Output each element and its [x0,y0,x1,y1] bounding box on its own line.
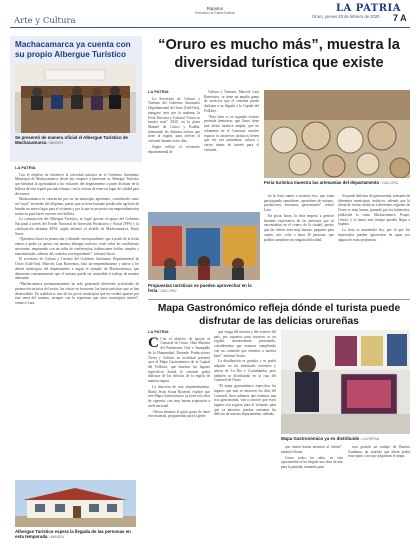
gastro-col3-paragraph: Como todos los años, en esta oportunidad se ha elegido una obra de arte para la portada, tomando para [281,455,343,469]
sidebar-paragraph: Con el objetivo de fortalecer la actividad turística en el Gobierno Autónomo Municipal de Machacamarca, desde hoy empezó a funcionar su Albergue Turístico que brindará la oportunidad a los visitantes del departamento a poder disfrutar de la belleza de esta región por más tiempo, con la certeza de tener un lugar de calidad para descansar. [15,172,139,196]
header-rule [10,27,410,28]
gastro-col1-paragraph: “Ahora tenemos el gusto gusto de tener este material, proponiendo para la gente [148,409,210,419]
main-col1-paragraph: La Secretaría de Cultura y Turismo del Gobierno Autónomo Departamental de Oruro (Gad-Oru), inauguró ayer por la mañana, la Feria Turística y Cultural “Oruro es mucho más” 2020, en la plaza Manuel de Castro y Padilla, intentando las distintas ofertas que tiene la región, para ofrecer al visitante durante estos días. [148,96,200,144]
gastro-col1-paragraph: C Con el objetivo de apoyar al Carnaval de Oruro, Obra Maestra del Patrimonio Oral e Intangible de la Humanidad, Rosendo Producciones Tierra y Cultura, en actividad presentó ayer el Mapa Gastronómico de la Capital del Folklore, que muestra los lugares específicos donde el visitante podrá disfrutar de las delicias de la región de manera segura. [148,334,210,384]
main-col-3 [264,194,334,294]
gastro-headline: Mapa Gastronómico refleja dónde el turista puede disfrutar de las delicias orureñas [157,303,401,327]
main-byline: LA PATRIA [148,90,169,94]
gastro-col2-paragraph: que venga del interior y del exterior del país, por supuesto para nosotros es un orgullo enormemente presentarlo, consideramos que estamos cumpliendo con un cometido que tenemos a nuestra base”, enfatizó Sosna. [214,330,276,358]
section-label: Arte y Cultura [14,16,76,26]
gastro-col4-paragraph: esta gestión un trabajo de Ramiro Zarahuna, un orureño que ahora podrá estar junto a los que adquieran el mapa. [348,445,410,459]
main-col2-paragraph: Cultura y Turismo, Marcelo Lara Barrientos, se tiene un amplia gama de servicios que el visitante puede disfrutar a su llegada a la Capital del Folklore. [204,90,259,113]
sidebar-photo1-credit: / IMAGEN [47,141,63,146]
gastro-col-3 [281,445,343,540]
main-col3-paragraph: En pocas horas, la feria empezó a generar bastante expectativa de las personas que se encontraban en el centro de la ciudad, puesto que las ofertas eran muy buenas, paquetes para cuatro, seis, ocho o hasta 40 personas, que podían cumplirse sin ninguna dificultad. [264,214,334,242]
albergue-image [15,480,136,527]
main-col4-paragraph: Se puede disfrutar de gastronomía, artesanía de diferentes municipios turísticos, además que la oferta de visitas turísticas a diferentes regiones de Oruro es muy buena, pasando por los balnearios, población es como Machacamarca, Poopó, Urmiri, y si tienes más tiempo pueden llegar a Sajama. [338,194,410,227]
gastro-photo-caption [281,436,410,442]
sidebar-paragraph: “Machacamarca permanentemente ha sido generando diferentes actividades de promoción turística del sector, las visitas en frecuente, las ferias turísticas que se han desarrollado. En realidad es uno de los pocos municipios que en verdad apuesta por este tema del turismo, siempre con la esperanza que otros municipios imiten”, remarcó Lara. [15,282,139,305]
sidebar-paragraph: El secretario de Cultura y Turismo del Gobierno Autónomo Departamental de Oruro (Gad-Oru), Marcelo Lara Barrientos, hizo un emprendimiento y unirse a los demás municipios del departamento a seguir el ejemplo de Machacamarca, que demuestra constantemente que el turismo puede ser sostenible si trabajo de manera adecuada. [15,257,139,281]
main-photo-top-caption [264,180,410,186]
sidebar-photo2-credit: / IMAGEN [48,535,64,540]
main-photo-top-caption-text: Feria turística muestra las artesanías del departamento [264,180,380,185]
main-col-2 [204,90,259,210]
sidebar-paragraph: La construcción del Albergue Turístico, se logró gracias al apoyo del Gobierno Nacional a través del Fondo Nacional de Inversión Productiva y Social (FPS) y la colaboración alemana KFW, según informó el alcalde de Machacamarca, Dario Sucre. [15,217,139,236]
main-photo-bottom-caption [148,283,260,294]
main-headline: “Oruro es mucho más”, muestra la diversidad turística que existe [158,37,400,71]
gastro-rule [148,299,410,300]
main-photo-top-credit: / GAD-ORU [380,181,399,185]
sidebar-paragraph: “Queremos hacer la promoción y difundir correspondiente, que a partir de la fecha vamos a poder ya operar con nuestro albergue turístico, tener todas las condiciones necesarias, empezando con un salón de conferencias, habitaciones dobles, simples y matrimoniales, además del comedor correspondiente”, informó Sucre. [15,237,139,256]
header-ad[interactable] [195,6,235,15]
header-ad-line2: Periódico la Patria Bolivia [195,11,235,15]
gastro-col-4 [348,445,410,540]
sidebar-photo1-caption [15,135,139,146]
gastro-col1-paragraph: La directora de este emprendimiento, María Jesús Sosna Rosendi, explicó que este Mapa Gastronómico ya tiene seis años de vigencia, con muy buena aceptación a nivel nacional. [148,384,210,408]
presentation-image [15,64,136,133]
gastro-col-1 [148,330,210,540]
gastro-col3-paragraph: que tienen buena atención al cliente”, enfatizó Sosna. [281,445,343,454]
main-photo-artesanias [264,90,410,178]
gastro-map-image [281,330,410,434]
main-col2-paragraph: “Esta feria es su segunda versión pretende demostrar, que Oruro tiene una oferta turística amplia, que no solamente en el Carnaval, nuestro espacio es atractivos turísticos tienen que ver con naturaleza, cultura y varios temas de interés para el visitante, [204,114,259,152]
main-col4-paragraph: La feria se mantendrá hoy, por lo que los interesados pueden aprovechar de optar por alguna de estas propuestas. [338,228,410,242]
sidebar-photo1-caption-text: Se presentó de manera oficial el Albergue Turístico de Machacamarca [15,135,128,146]
gastro-photo-caption-text: Mapa Gastronómico ya es distribuido [281,436,360,441]
main-col-4 [338,194,410,294]
gastro-col1-text: Con el objetivo de apoyar al Carnaval de Oruro, Obra Maestra del Patrimonio Oral e Intangible de la Humanidad, Rosendo Producciones Tierra y Cultura, en actividad presentó ayer el Mapa Gastronómico de la Capital del Folklore, que muestra los lugares específicos donde el visitante podrá disfrutar de las delicias de la región de manera segura. [148,336,210,384]
sidebar-photo2-caption [15,529,139,540]
sidebar-photo-presentation [15,64,136,133]
header-ad-line1: Rápidos [206,6,224,11]
main-col-1 [148,90,200,210]
sidebar-title: Machacamarca ya cuenta con su propio Albergue Turístico [15,40,131,59]
main-photo-propuestas [148,212,260,280]
main-col3-paragraph: en la feria vamos a mostrar esto, que están participando operadores, operadores de turismo, productores, artesanos, gastronomía”, refirió Lara. [264,194,334,213]
sidebar-byline: LA PATRIA [15,166,36,170]
gastro-photo-credit: / LA PATRIA [360,437,380,441]
sidebar-photo-albergue [15,480,136,527]
artesanias-image [264,90,410,178]
masthead: LA PATRIA [336,3,401,14]
main-photo-bottom-credit: / GAD-ORU [158,289,177,294]
gastro-col2-paragraph: “El mapa gastronómico especifica los lugares que más es atractivo los días del Carnaval, bien sabemos que tenemos una rica gastronomía, van a conocer que estos lugares son seguros para el visitante, para que ya entonces puedan consumir las delicias de nuestro departamento, además [214,384,276,417]
header-date: Oruro, jueves 20 de febrero de 2020 [312,14,380,19]
main-col1-paragraph: Según reflejó el secretario departamental de [148,144,200,154]
propuestas-image [148,212,260,280]
sidebar-article [15,166,139,478]
main-photo-bottom-caption-text: Propuestas turísticas se pueden aprovechar en la feria [148,283,252,294]
gastro-byline: LA PATRIA [148,330,169,334]
sidebar-paragraph: Machacamarca se caracteriza por ser un municipio agrónomo, considerado como un “oasis” en medio del altiplano, puesto que se tiene bastante producción agrícola de brindar un nuevo lugar para el visitante y por lo que se proyecta con emprendimientos turísticos para hacer conocer esta belleza. [15,197,139,216]
page-number: 7 A [393,13,407,23]
gastro-col2-paragraph: La distribución es gratuita y se podrá adquirir en las terminales terrestres y aéreas de La Paz y Cochabamba, pero también se distribuirán en la ruta del Carnaval de Oruro. [214,359,276,383]
sidebar-photo2-caption-text: Albergue Turístico espera la llegada de las personas en esta temporada [15,529,131,540]
gastro-col-2 [214,330,276,540]
gastro-photo [281,330,410,434]
